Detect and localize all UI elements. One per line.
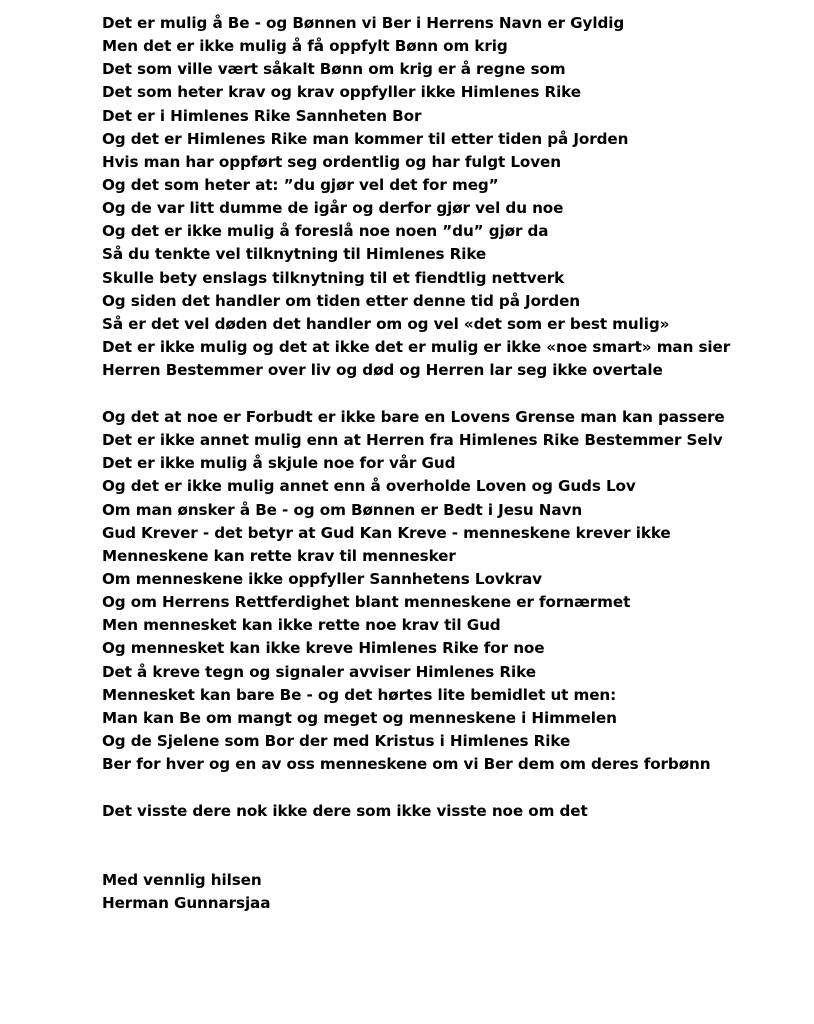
text-line: Og det er ikke mulig annet enn å overholde Loven og Guds Lov <box>102 477 636 496</box>
text-line: Og mennesket kan ikke kreve Himlenes Rike for noe <box>102 639 545 658</box>
text-line: Og det er Himlenes Rike man kommer til etter tiden på Jorden <box>102 129 629 148</box>
text-line: Men det er ikke mulig å få oppfylt Bønn om krig <box>102 37 508 56</box>
text-line: Det er ikke mulig å skjule noe for vår Gud <box>102 454 456 473</box>
text-line: Det er ikke mulig og det at ikke det er mulig er ikke «noe smart» man sier <box>102 337 731 356</box>
signature: Herman Gunnarsjaa <box>102 894 271 913</box>
text-line: Men mennesket kan ikke rette noe krav til Gud <box>102 616 501 635</box>
text-line: Det er mulig å Be - og Bønnen vi Ber i Herrens Navn er Gyldig <box>102 14 625 32</box>
text-line: Og siden det handler om tiden etter denne tid på Jorden <box>102 291 580 310</box>
text-line: Det som heter krav og krav oppfyller ikke Himlenes Rike <box>102 83 581 102</box>
text-line: Og de Sjelene som Bor der med Kristus i Himlenes Rike <box>102 731 571 750</box>
text-line: Det er ikke annet mulig enn at Herren fra Himlenes Rike Bestemmer Selv <box>102 431 723 450</box>
closing <box>102 869 802 915</box>
text-line: Det er i Himlenes Rike Sannheten Bor <box>102 106 422 125</box>
text-line: Og om Herrens Rettferdighet blant menneskene er fornærmet <box>102 593 631 612</box>
text-line: Og det er ikke mulig å foreslå noe noen ”du” gjør da <box>102 222 549 241</box>
text-line: Så er det vel døden det handler om og vel «det som er best mulig» <box>102 314 670 333</box>
text-line: Og de var litt dumme de igår og derfor gjør vel du noe <box>102 199 564 218</box>
text-line: Så du tenkte vel tilknytning til Himlenes Rike <box>102 245 487 264</box>
text-line: Og det som heter at: ”du gjør vel det for meg” <box>102 175 499 194</box>
text-line: Om menneskene ikke oppfyller Sannhetens Lovkrav <box>102 569 542 588</box>
stanza-2 <box>102 406 802 776</box>
text-line: Hvis man har oppført seg ordentlig og har fulgt Loven <box>102 152 561 171</box>
text-line: Menneskene kan rette krav til mennesker <box>102 546 456 565</box>
text-line: Man kan Be om mangt og meget og menneskene i Himmelen <box>102 708 617 727</box>
greeting: Med vennlig hilsen <box>102 871 262 889</box>
text-line: Om man ønsker å Be - og om Bønnen er Bedt i Jesu Navn <box>102 500 583 519</box>
text-line: Herren Bestemmer over liv og død og Herren lar seg ikke overtale <box>102 361 663 380</box>
stanza-1 <box>102 12 802 382</box>
text-line: Ber for hver og en av oss menneskene om vi Ber dem om deres forbønn <box>102 755 711 774</box>
text-line: Det visste dere nok ikke dere som ikke visste noe om det <box>102 802 588 820</box>
text-line: Det å kreve tegn og signaler avviser Himlenes Rike <box>102 662 536 681</box>
text-line: Det som ville vært såkalt Bønn om krig er å regne som <box>102 60 566 79</box>
text-line: Skulle bety enslags tilknytning til et fiendtlig nettverk <box>102 268 565 287</box>
text-line: Gud Krever - det betyr at Gud Kan Kreve - menneskene krever ikke <box>102 523 671 542</box>
stanza-3 <box>102 800 802 823</box>
text-line: Og det at noe er Forbudt er ikke bare en Lovens Grense man kan passere <box>102 408 725 426</box>
text-line: Mennesket kan bare Be - og det hørtes lite bemidlet ut men: <box>102 685 617 704</box>
